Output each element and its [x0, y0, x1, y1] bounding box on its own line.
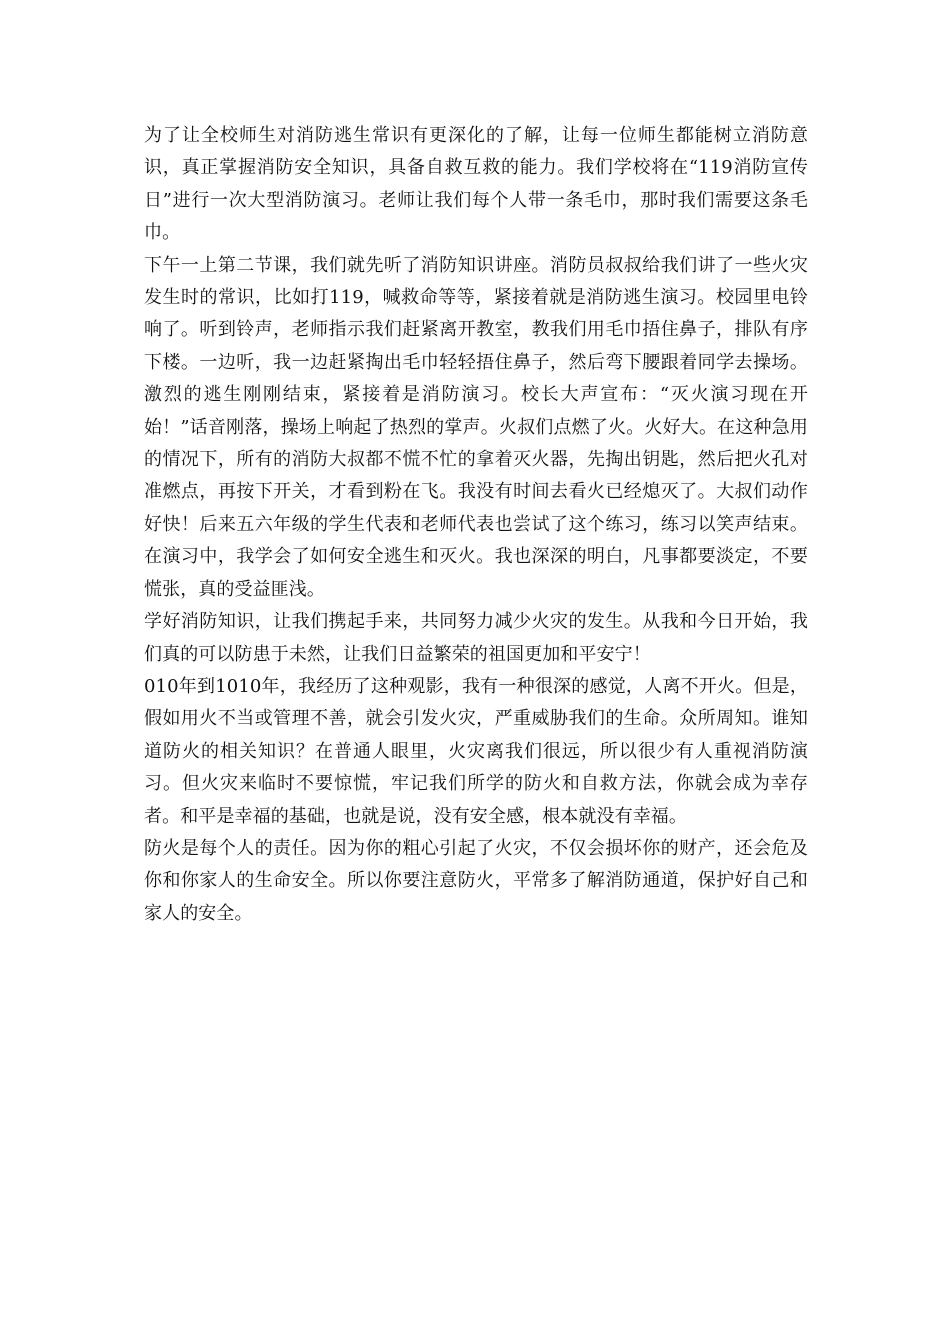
- document-page: [144, 120, 808, 930]
- paragraph-2: 下午一上第二节课，我们就先听了消防知识讲座。消防员叔叔给我们讲了一些火灾发生时的常识，比如打119，喊救命等等，紧接着就是消防逃生演习。校园里电铃响了。听到铃声，老师指示我们赶紧离开教室，教我们用毛巾捂住鼻子，排队有序下楼。一边听，我一边赶紧掏出毛巾轻轻捂住鼻子，然后弯下腰跟着同学去操场。激烈的逃生刚刚结束，紧接着是消防演习。校长大声宣布：“灭火演习现在开始！”话音刚落，操场上响起了热烈的掌声。火叔们点燃了火。火好大。在这种急用的情况下，所有的消防大叔都不慌不忙的拿着灭火器，先掏出钥匙，然后把火孔对准燃点，再按下开关，才看到粉在飞。我没有时间去看火已经熄灭了。大叔们动作好快！后来五六年级的学生代表和老师代表也尝试了这个练习，练习以笑声结束。在演习中，我学会了如何安全逃生和灭火。我也深深的明白，凡事都要淡定，不要慌张，真的受益匪浅。: [144, 254, 808, 600]
- paragraph-1: 为了让全校师生对消防逃生常识有更深化的了解，让每一位师生都能树立消防意识，真正掌握消防安全知识，具备自救互救的能力。我们学校将在“119消防宣传日”进行一次大型消防演习。老师让我们每个人带一条毛巾，那时我们需要这条毛巾。: [144, 125, 808, 244]
- paragraph-3: 学好消防知识，让我们携起手来，共同努力减少火灾的发生。从我和今日开始，我们真的可以防患于未然，让我们日益繁荣的祖国更加和平安宁！: [144, 611, 808, 665]
- paragraph-5: 防火是每个人的责任。因为你的粗心引起了火灾，不仅会损坏你的财产，还会危及你和你家人的生命安全。所以你要注意防火，平常多了解消防通道，保护好自己和家人的安全。: [144, 837, 808, 924]
- paragraph-4: 010年到1010年，我经历了这种观影，我有一种很深的感觉，人离不开火。但是，假如用火不当或管理不善，就会引发火灾，严重威胁我们的生命。众所周知。谁知道防火的相关知识？在普通人眼里，火灾离我们很远，所以很少有人重视消防演习。但火灾来临时不要惊慌，牢记我们所学的防火和自救方法，你就会成为幸存者。和平是幸福的基础，也就是说，没有安全感，根本就没有幸福。: [144, 675, 808, 827]
